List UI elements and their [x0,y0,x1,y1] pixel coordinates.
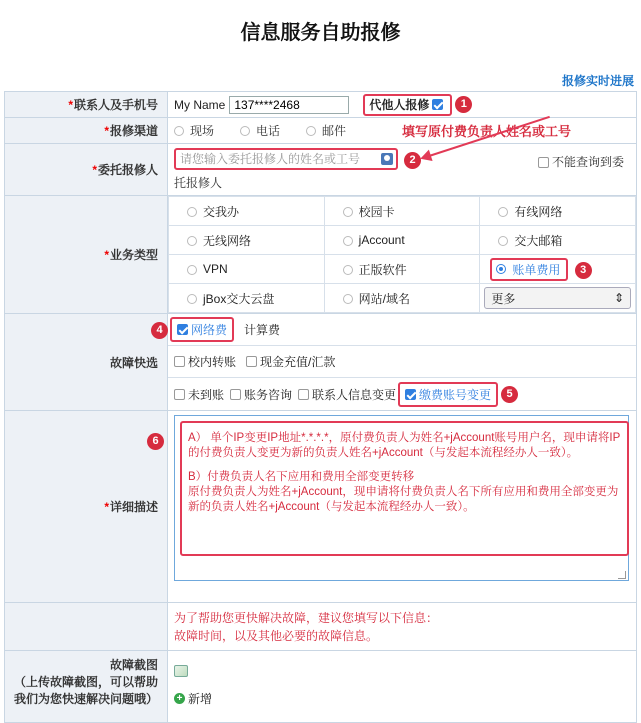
biz-option[interactable]: jBox交大云盘 [169,284,325,313]
detail-label: *详细描述 [5,411,168,603]
contact-lookup-icon[interactable] [381,153,393,165]
fault-quick-label: 4 故障快选 [5,314,168,411]
resize-grip-icon[interactable] [618,571,626,579]
detail-paragraph-b-body: 原付费负责人为姓名+jAccount，现申请将付费负责人名下所有应用和费用全部变更为新的负责人姓名+jAccount（与发起本流程经办人一致）。 [188,486,619,513]
not-found-checkbox[interactable] [538,157,549,168]
detail-content-highlight [180,421,629,556]
add-screenshot-button[interactable]: + 新增 [174,690,212,707]
biz-option[interactable]: 网站/域名 [324,284,480,313]
annotation-badge-5: 5 [501,386,518,403]
annotation-badge-6: 6 [147,433,164,450]
biz-option[interactable]: 正版软件 [324,255,480,284]
fault-option-contact-change[interactable]: 联系人信息变更 [298,386,396,403]
proxy-report-option[interactable] [363,94,452,116]
detail-paragraph-b-title: B）付费负责人名下应用和费用全部变更转移 [188,471,415,483]
contact-label: *联系人及手机号 [5,92,168,118]
biz-option[interactable]: 校园卡 [324,197,480,226]
checkbox-icon [174,356,185,367]
checkbox-icon [230,389,241,400]
fault-option-cash[interactable]: 现金充值/汇款 [246,353,335,370]
biz-option[interactable]: 有线网络 [480,197,636,226]
contact-name: My Name [174,97,226,112]
detail-paragraph-a: A） 单个IP变更IP地址*.*.*.*，原付费负责人为姓名+jAccount账号用户名，现申请将IP的付费负责人变更为新的负责人姓名+jAccount（与发起本流程经办人一致）。 [188,432,621,459]
checkbox-icon [298,389,309,400]
annotation-badge-4: 4 [151,322,168,339]
business-type-label: *业务类型 [5,196,168,314]
delegate-label: *委托报修人 [5,144,168,196]
radio-icon [306,126,316,136]
radio-icon [174,126,184,136]
proxy-report-checkbox[interactable] [432,99,443,110]
fault-option-transfer[interactable]: 校内转账 [174,353,236,370]
phone-input[interactable] [229,96,349,114]
channel-option-onsite[interactable]: 现场 [174,122,214,139]
biz-option[interactable]: 无线网络 [169,226,325,255]
fault-option-compute-fee[interactable]: 计算费 [244,323,281,337]
more-business-select[interactable]: 更多 ⇕ [484,287,631,309]
repair-progress-link[interactable]: 报修实时进展 [561,74,634,88]
channel-option-phone[interactable]: 电话 [240,122,280,139]
biz-option[interactable]: jAccount [324,226,480,255]
fault-option-account-change[interactable]: 缴费账号变更 [398,382,498,407]
add-icon: + [174,693,185,704]
biz-option[interactable]: 交我办 [169,197,325,226]
proxy-report-label: 代他人报修 [369,98,430,112]
not-found-wrap: 托报修人 [174,176,223,190]
fault-option-not-received[interactable]: 未到账 [174,386,224,403]
radio-selected-icon [496,264,506,274]
checkbox-checked-icon [405,389,416,400]
screenshot-label: 故障截图 （上传故障截图，可以帮助 我们为您快速解决问题哦） [5,651,168,723]
hint-note: 为了帮助您更快解决故障，建议您填写以下信息： 故障时间，以及其他必要的故障信息。 [168,603,637,651]
checkbox-checked-icon [177,324,188,335]
channel-label: *报修渠道 [5,118,168,144]
annotation-badge-2: 2 [404,152,421,169]
image-upload-icon[interactable] [174,665,188,677]
business-type-grid [168,196,636,313]
annotation-hint: 填写原付费负责人姓名或工号 [402,124,572,139]
radio-icon [240,126,250,136]
repair-form [4,91,637,723]
biz-option[interactable]: 交大邮箱 [480,226,636,255]
page-title: 信息服务自助报修 [240,22,401,44]
delegate-search-input[interactable]: 请您输入委托报修人的姓名或工号 [174,148,398,170]
biz-option[interactable]: VPN [169,255,325,284]
annotation-badge-3: 3 [575,262,592,279]
checkbox-icon [246,356,257,367]
fault-option-network-fee[interactable]: 网络费 [170,317,234,342]
dropdown-arrows-icon: ⇕ [613,291,624,305]
annotation-badge-1: 1 [455,96,472,113]
not-found-option[interactable]: 不能查询到委 [538,153,624,170]
biz-option-billing-selected[interactable]: 账单费用 [490,258,568,281]
channel-option-email[interactable]: 邮件 [306,122,346,139]
checkbox-icon [174,389,185,400]
fault-option-inquiry[interactable]: 账务咨询 [230,386,292,403]
